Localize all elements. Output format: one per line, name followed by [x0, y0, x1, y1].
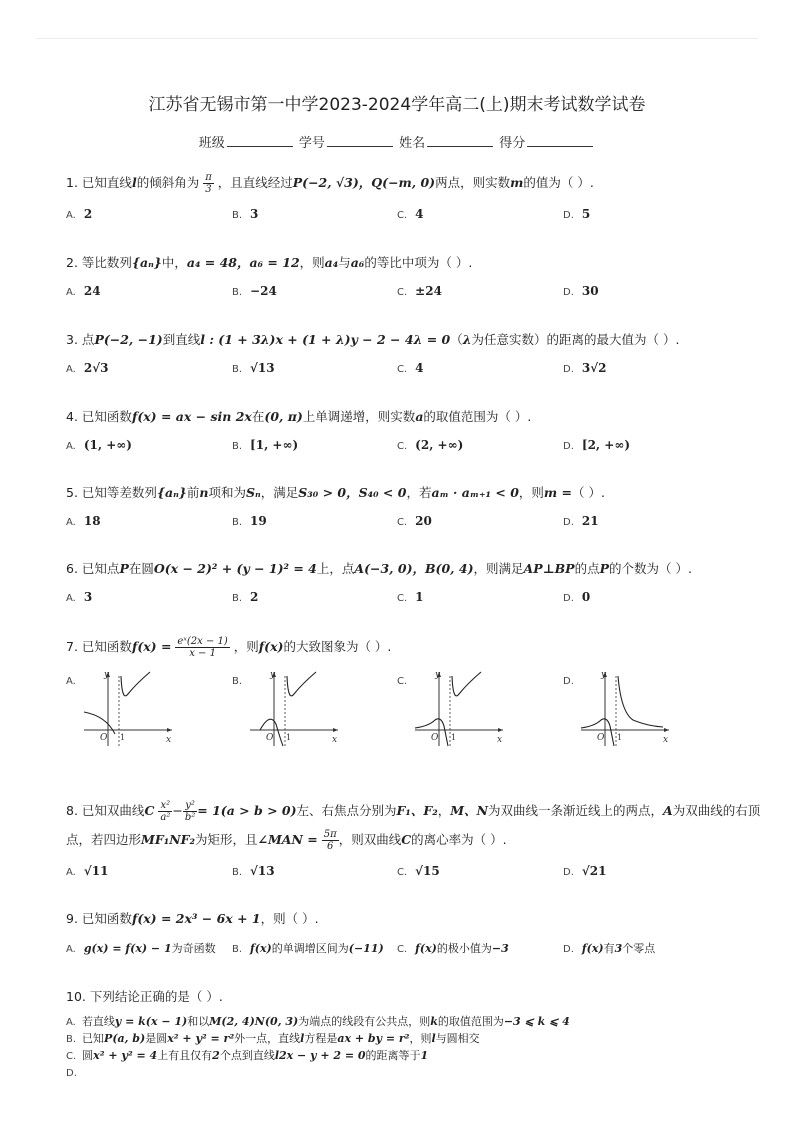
x-label: x: [497, 735, 503, 745]
tick-one-label: 1: [451, 733, 457, 742]
question-stem: 4. 已知函数f(x) = ax − sin 2x在(0, π)上单调递增，则实数a的取值范围为（ ）.: [66, 409, 532, 424]
option-b[interactable]: B. 19: [232, 514, 267, 528]
option-b[interactable]: B. f(x)的单调增区间为(−11): [232, 942, 384, 955]
curve-right: [452, 672, 481, 696]
option-a[interactable]: A. 3: [66, 590, 93, 604]
graph-option-a[interactable]: [80, 668, 180, 750]
question-stem: 3. 点P(−2, −1)到直线l : (1 + 3λ)x + (1 + λ)y − 2 − 4λ = 0（λ为任意实数）的距离的最大值为（ ）.: [66, 332, 680, 347]
graph-option-c[interactable]: [411, 668, 511, 750]
curve-left: [84, 712, 115, 734]
option-c[interactable]: C. f(x)的极小值为−3: [397, 942, 509, 955]
option-b[interactable]: B. [1, +∞): [232, 438, 299, 452]
option-b[interactable]: B. √13: [232, 361, 275, 375]
x-label: x: [332, 735, 338, 745]
options-row: [66, 361, 726, 379]
options-row: [66, 514, 726, 532]
option-c[interactable]: C. 20: [397, 514, 432, 528]
option-a[interactable]: A. 24: [66, 284, 101, 298]
option-d[interactable]: D. 3√2: [563, 361, 607, 375]
options-row: [66, 590, 726, 608]
option-a[interactable]: A. (1, +∞): [66, 438, 132, 452]
option-a[interactable]: A. g(x) = f(x) − 1为奇函数: [66, 942, 216, 955]
question-stem: 5. 已知等差数列{aₙ}前n项和为Sₙ，满足S₃₀ > 0，S₄₀ < 0，若aₘ · aₘ₊₁ < 0，则m =（ ）.: [66, 485, 605, 500]
question-2: [66, 254, 726, 302]
option-a[interactable]: A. 18: [66, 514, 101, 528]
y-label: y: [104, 670, 110, 680]
x-axis-arrow: [333, 728, 338, 732]
option-b[interactable]: B. −24: [232, 284, 277, 298]
graph-d-letter: D.: [563, 676, 574, 687]
tick-one-label: 1: [286, 733, 292, 742]
x-axis-arrow: [498, 728, 503, 732]
option-d[interactable]: D. f(x)有3个零点: [563, 942, 656, 955]
fraction: $\frac{5\pi}{6}$: [323, 829, 337, 852]
fraction: $\frac{\text{x²}}{\text{a²}}$: [160, 800, 171, 823]
graph-c-letter: C.: [397, 676, 408, 687]
student-info-line: [0, 132, 794, 151]
id-blank[interactable]: [327, 134, 393, 147]
option-a[interactable]: A. 2√3: [66, 361, 109, 375]
option-d[interactable]: D. 5: [563, 207, 591, 221]
origin-label: O: [597, 733, 605, 743]
question-stem: 2. 等比数列{aₙ}中，a₄ = 48，a₆ = 12，则a₄与a₆的等比中项为（ ）.: [66, 255, 473, 270]
fraction: $\frac{\text{eˣ(2x − 1)}}{x - 1}$: [177, 636, 228, 659]
name-blank[interactable]: [427, 134, 493, 147]
question-9: [66, 910, 726, 958]
curve-right: [618, 676, 663, 727]
option-a[interactable]: A. √11: [66, 864, 109, 878]
graph-option-b[interactable]: [246, 668, 346, 750]
option-b[interactable]: B. √13: [232, 864, 275, 878]
x-axis-arrow: [664, 728, 669, 732]
score-label: 得分: [499, 136, 526, 151]
option-d[interactable]: D. 30: [563, 284, 599, 298]
option-d[interactable]: D. 0: [563, 590, 591, 604]
option-d[interactable]: D. 21: [563, 514, 599, 528]
question-stem: 7. 已知函数f(x) = $\frac{\text{eˣ(2x − 1)}}{x - 1}$ ，则f(x)的大致图象为（ ）.: [66, 636, 392, 659]
option-c[interactable]: C. ±24: [397, 284, 442, 298]
curve-right: [121, 672, 150, 696]
option-a[interactable]: A. 若直线y = k(x − 1)和以M(2, 4)N(0, 3)为端点的线段有公共点，则k的取值范围为−3 ⩽ k ⩽ 4: [66, 1015, 570, 1028]
top-divider: [36, 38, 758, 39]
graph-a-letter: A.: [66, 676, 76, 687]
tick-one-label: 1: [120, 733, 126, 742]
option-b[interactable]: B. 3: [232, 207, 259, 221]
options-row: [66, 207, 726, 225]
tick-one-label: 1: [617, 733, 623, 742]
option-b[interactable]: B. 2: [232, 590, 259, 604]
option-c[interactable]: C. √15: [397, 864, 440, 878]
question-stem-line-2: 点，若四边形MF₁NF₂为矩形，且∠MAN = $\frac{5\pi}{6}$ ，则双曲线C的离心率为（ ）.: [66, 829, 507, 852]
origin-label: O: [431, 733, 439, 743]
option-c[interactable]: C. 4: [397, 207, 424, 221]
option-c[interactable]: C. 1: [397, 590, 424, 604]
options-row: [66, 864, 726, 882]
id-label: 学号: [298, 136, 325, 151]
question-3: [66, 331, 726, 379]
option-d[interactable]: D. √21: [563, 864, 607, 878]
option-d[interactable]: D.: [66, 1068, 77, 1079]
question-5: [66, 484, 726, 532]
option-b[interactable]: B. 已知P(a, b)是圆x² + y² = r²外一点，直线l方程是ax + by = r²，则l与圆相交: [66, 1032, 480, 1045]
y-label: y: [435, 670, 441, 680]
class-label: 班级: [198, 136, 225, 151]
origin-label: O: [100, 733, 108, 743]
y-label: y: [601, 670, 607, 680]
option-list: [66, 1014, 726, 1082]
question-4: [66, 408, 726, 456]
question-8: [66, 800, 761, 882]
question-10: [66, 988, 726, 1082]
x-axis-arrow: [167, 728, 172, 732]
option-d[interactable]: D. [2, +∞): [563, 438, 631, 452]
graph-option-d[interactable]: [577, 668, 677, 750]
option-c[interactable]: C. 圆x² + y² = 4上有且仅有2个点到直线l2x − y + 2 = 0的距离等于1: [66, 1049, 429, 1062]
question-stem: 10. 下列结论正确的是（ ）.: [66, 989, 223, 1004]
origin-label: O: [266, 733, 274, 743]
question-1: [66, 172, 726, 225]
question-stem: 9. 已知函数f(x) = 2x³ − 6x + 1，则（ ）.: [66, 911, 319, 926]
score-blank[interactable]: [527, 134, 593, 147]
question-6: [66, 560, 726, 608]
options-row: [66, 284, 726, 302]
curve-right: [287, 672, 316, 696]
option-c[interactable]: C. 4: [397, 361, 424, 375]
x-label: x: [663, 735, 669, 745]
class-blank[interactable]: [227, 134, 293, 147]
question-stem: 1. 已知直线l的倾斜角为 $\frac{\pi}{3}$ ，且直线经过P(−2, √3)，Q(−m, 0)两点，则实数m的值为（ ）.: [66, 172, 594, 195]
page-title: 江苏省无锡市第一中学2023-2024学年高二(上)期末考试数学试卷: [148, 95, 646, 115]
option-a[interactable]: A. 2: [66, 207, 93, 221]
y-label: y: [270, 670, 276, 680]
name-label: 姓名: [399, 136, 426, 151]
option-c[interactable]: C. (2, +∞): [397, 438, 464, 452]
graph-b-letter: B.: [232, 676, 243, 687]
options-row: [66, 438, 726, 456]
fraction: $\frac{\pi}{3}$: [205, 172, 212, 195]
options-row: [66, 940, 726, 958]
question-stem-line-1: 8. 已知双曲线C $\frac{\text{x²}}{\text{a²}}$ − $\frac{\text{y²}}{\text{b²}}$ = 1(a > b > 0)左、右焦点分别为F₁、F₂，M、N为双曲线一条渐近线上的两点，A为双曲线的右顶: [66, 800, 761, 823]
fraction: $\frac{\text{y²}}{\text{b²}}$: [184, 800, 196, 823]
x-label: x: [166, 735, 172, 745]
question-7: [66, 636, 726, 659]
question-stem: 6. 已知点P在圆O(x − 2)² + (y − 1)² = 4上，点A(−3, 0)，B(0, 4)，则满足AP⊥BP的点P的个数为（ ）.: [66, 561, 692, 576]
